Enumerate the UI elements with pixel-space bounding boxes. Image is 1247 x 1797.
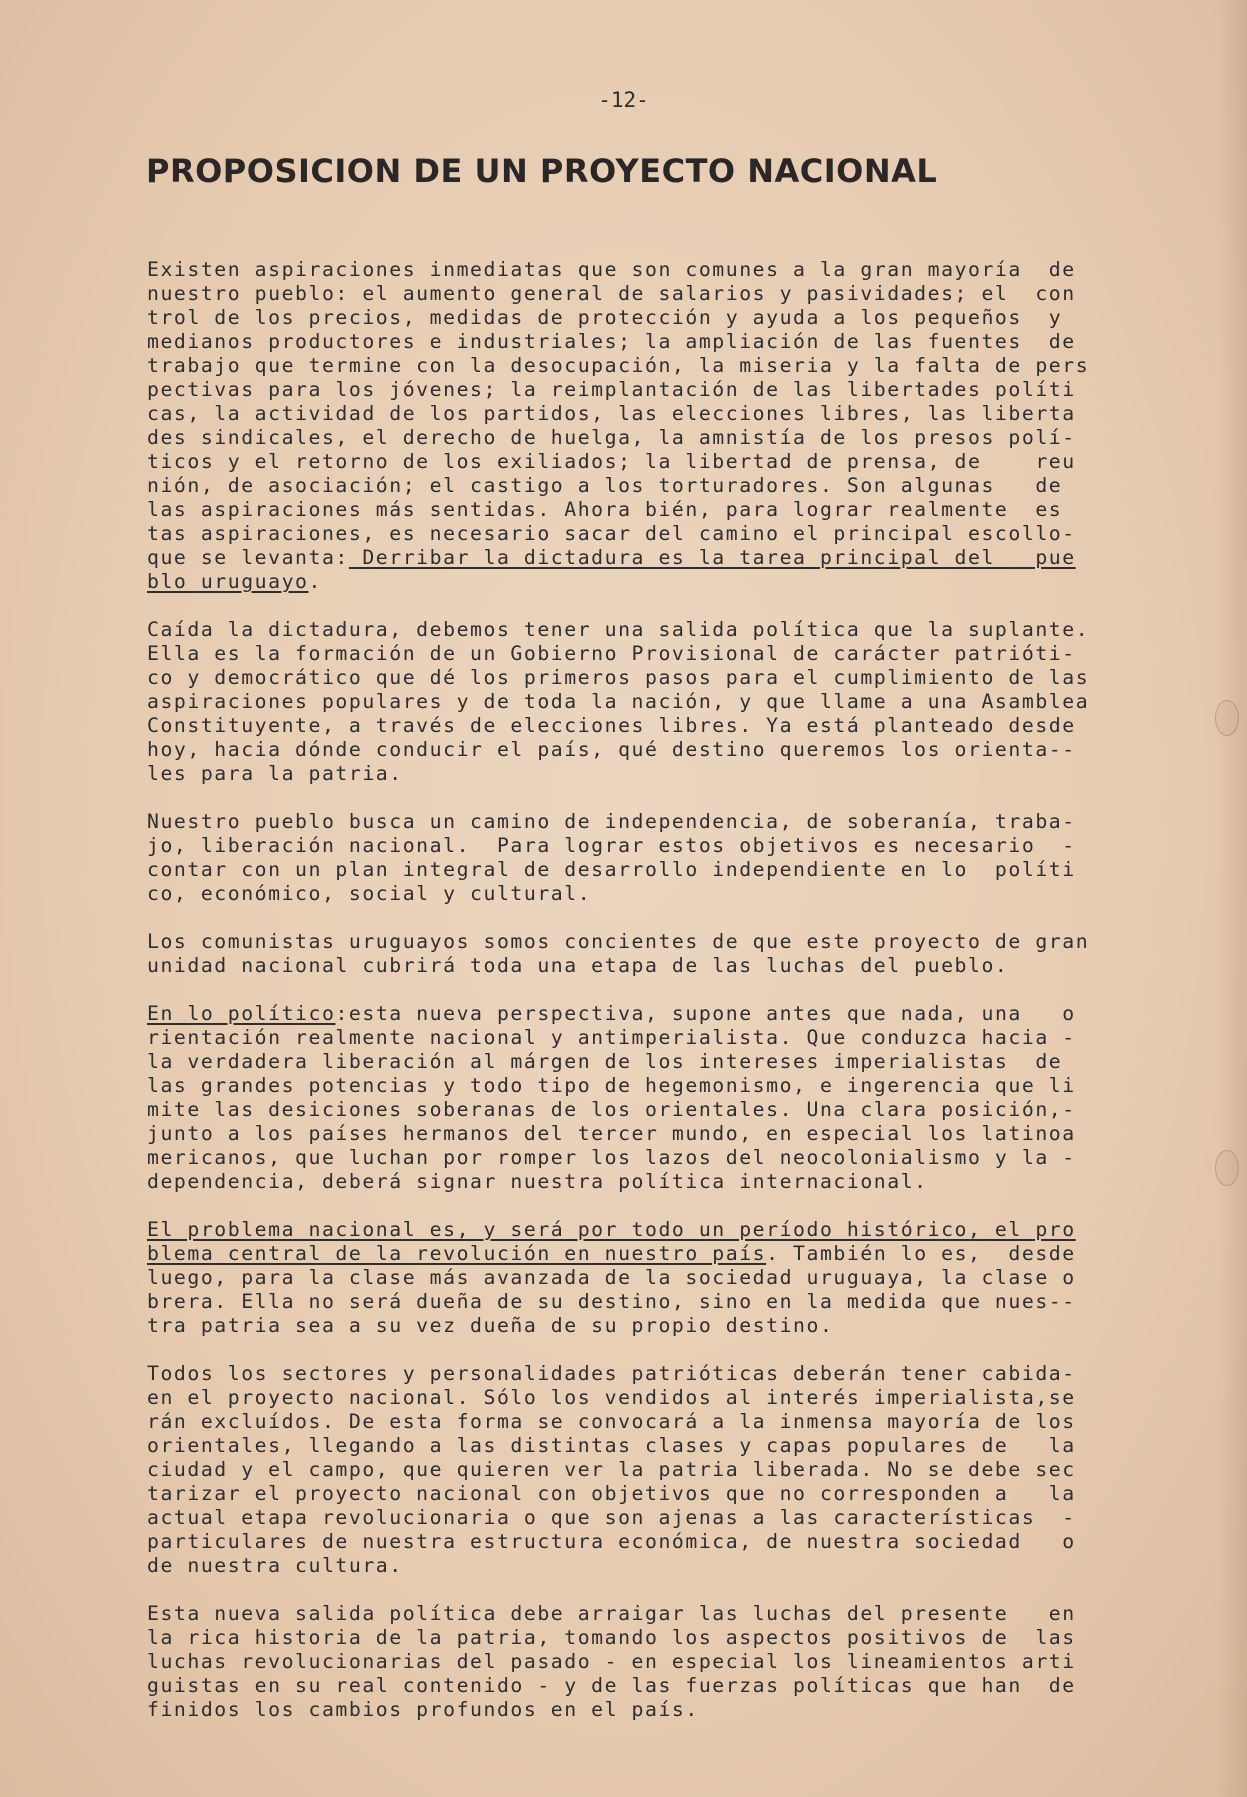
paragraph xyxy=(147,1362,1157,1578)
text-line: nuestro pueblo: el aumento general de salarios y pasividades; el con xyxy=(147,282,1076,305)
text-line: junto a los países hermanos del tercer mundo, en especial los latinoa xyxy=(147,1122,1076,1145)
text-line: Caída la dictadura, debemos tener una salida política que la suplante. xyxy=(147,618,1090,641)
text-line: tas aspiraciones, es necesario sacar del camino el principal escollo- xyxy=(147,522,1076,545)
text-line: En lo político:esta nueva perspectiva, supone antes que nada, una o xyxy=(147,1002,1076,1025)
underlined-phrase: Derribar la dictadura es la tarea principal del pue xyxy=(348,546,1076,569)
text-line: en el proyecto nacional. Sólo los vendidos al interés imperialista,se xyxy=(147,1386,1076,1409)
text-line: medianos productores e industriales; la ampliación de las fuentes de xyxy=(147,330,1076,353)
text-line: contar con un plan integral de desarrollo independiente en lo políti xyxy=(147,858,1076,881)
text-line: pectivas para los jóvenes; la reimplantación de las libertades políti xyxy=(147,378,1076,401)
text-line: cas, la actividad de los partidos, las elecciones libres, las liberta xyxy=(147,402,1076,425)
text-line: guistas en su real contenido - y de las fuerzas políticas que han de xyxy=(147,1674,1076,1697)
text-line: particulares de nuestra estructura económica, de nuestra sociedad o xyxy=(147,1530,1076,1553)
text-line: ciudad y el campo, que quieren ver la patria liberada. No se debe sec xyxy=(147,1458,1076,1481)
text-line: la verdadera liberación al márgen de los intereses imperialistas de xyxy=(147,1050,1063,1073)
paragraph xyxy=(147,810,1157,906)
text-line: Nuestro pueblo busca un camino de independencia, de soberanía, traba- xyxy=(147,810,1076,833)
text-line: jo, liberación nacional. Para lograr estos objetivos es necesario - xyxy=(147,834,1076,857)
paragraph xyxy=(147,258,1157,594)
text-line: la rica historia de la patria, tomando los aspectos positivos de las xyxy=(147,1626,1076,1649)
text-line: brera. Ella no será dueña de su destino, sino en la medida que nues-- xyxy=(147,1290,1076,1313)
text-line: mite las desiciones soberanas de los orientales. Una clara posición,- xyxy=(147,1098,1076,1121)
text-line: dependencia, deberá signar nuestra política internacional. xyxy=(147,1170,928,1193)
text-line: co, económico, social y cultural. xyxy=(147,882,592,905)
text-line: las aspiraciones más sentidas. Ahora bién, para lograr realmente es xyxy=(147,498,1063,521)
underlined-phrase: En lo político xyxy=(147,1002,336,1025)
text-line: luego, para la clase más avanzada de la sociedad uruguaya, la clase o xyxy=(147,1266,1076,1289)
text-line: ticos y el retorno de los exiliados; la libertad de prensa, de reu xyxy=(147,450,1076,473)
text-line: les para la patria. xyxy=(147,762,403,785)
underlined-phrase: blo uruguayo xyxy=(147,570,309,593)
text-line: mericanos, que luchan por romper los lazos del neocolonialismo y la - xyxy=(147,1146,1076,1169)
text-line: trol de los precios, medidas de protección y ayuda a los pequeños y xyxy=(147,306,1063,329)
paragraph xyxy=(147,618,1157,786)
text-line: aspiraciones populares y de toda la nación, y que llame a una Asamblea xyxy=(147,690,1090,713)
text-line: des sindicales, el derecho de huelga, la amnistía de los presos polí- xyxy=(147,426,1076,449)
text-line: co y democrático que dé los primeros pasos para el cumplimiento de las xyxy=(147,666,1090,689)
text-line: nión, de asociación; el castigo a los torturadores. Son algunas de xyxy=(147,474,1063,497)
body-text xyxy=(147,258,1157,1746)
paragraph xyxy=(147,930,1157,978)
text-line: las grandes potencias y todo tipo de hegemonismo, e ingerencia que li xyxy=(147,1074,1076,1097)
text-line: tarizar el proyecto nacional con objetivos que no corresponden a la xyxy=(147,1482,1076,1505)
text-line: Existen aspiraciones inmediatas que son comunes a la gran mayoría de xyxy=(147,258,1076,281)
underlined-phrase: blema central de la revolución en nuestro país xyxy=(147,1242,767,1265)
paragraph xyxy=(147,1002,1157,1194)
underlined-phrase: El problema nacional es, y será por todo un período histórico, el pro xyxy=(147,1218,1076,1241)
page-number: -12- xyxy=(598,88,649,112)
text-line: blema central de la revolución en nuestro país. También lo es, desde xyxy=(147,1242,1076,1265)
text-line: que se levanta: Derribar la dictadura es la tarea principal del pue xyxy=(147,546,1076,569)
text-line: Esta nueva salida política debe arraigar las luchas del presente en xyxy=(147,1602,1076,1625)
text-line: rientación realmente nacional y antimperialista. Que conduzca hacia - xyxy=(147,1026,1076,1049)
text-line: hoy, hacia dónde conducir el país, qué destino queremos los orienta-- xyxy=(147,738,1076,761)
text-line: Ella es la formación de un Gobierno Provisional de carácter patrióti- xyxy=(147,642,1076,665)
text-line: actual etapa revolucionaria o que son ajenas a las características - xyxy=(147,1506,1076,1529)
text-line: Los comunistas uruguayos somos concientes de que este proyecto de gran xyxy=(147,930,1090,953)
paragraph xyxy=(147,1218,1157,1338)
text-line: de nuestra cultura. xyxy=(147,1554,403,1577)
punch-hole-mark xyxy=(1215,1150,1239,1186)
text-line: unidad nacional cubrirá toda una etapa de las luchas del pueblo. xyxy=(147,954,1009,977)
page-title: PROPOSICION DE UN PROYECTO NACIONAL xyxy=(146,152,938,190)
text-line: Constituyente, a través de elecciones libres. Ya está planteado desde xyxy=(147,714,1076,737)
text-line: tra patria sea a su vez dueña de su propio destino. xyxy=(147,1314,834,1337)
text-line: Todos los sectores y personalidades patrióticas deberán tener cabida- xyxy=(147,1362,1076,1385)
text-line xyxy=(147,1218,1157,1242)
text-line: orientales, llegando a las distintas clases y capas populares de la xyxy=(147,1434,1076,1457)
paragraph xyxy=(147,1602,1157,1722)
text-line: blo uruguayo. xyxy=(147,570,322,593)
text-line: finidos los cambios profundos en el país. xyxy=(147,1698,699,1721)
text-line: rán excluídos. De esta forma se convocará a la inmensa mayoría de los xyxy=(147,1410,1076,1433)
punch-hole-mark xyxy=(1215,700,1239,736)
text-line: luchas revolucionarias del pasado - en especial los lineamientos arti xyxy=(147,1650,1076,1673)
text-line: trabajo que termine con la desocupación, la miseria y la falta de pers xyxy=(147,354,1090,377)
